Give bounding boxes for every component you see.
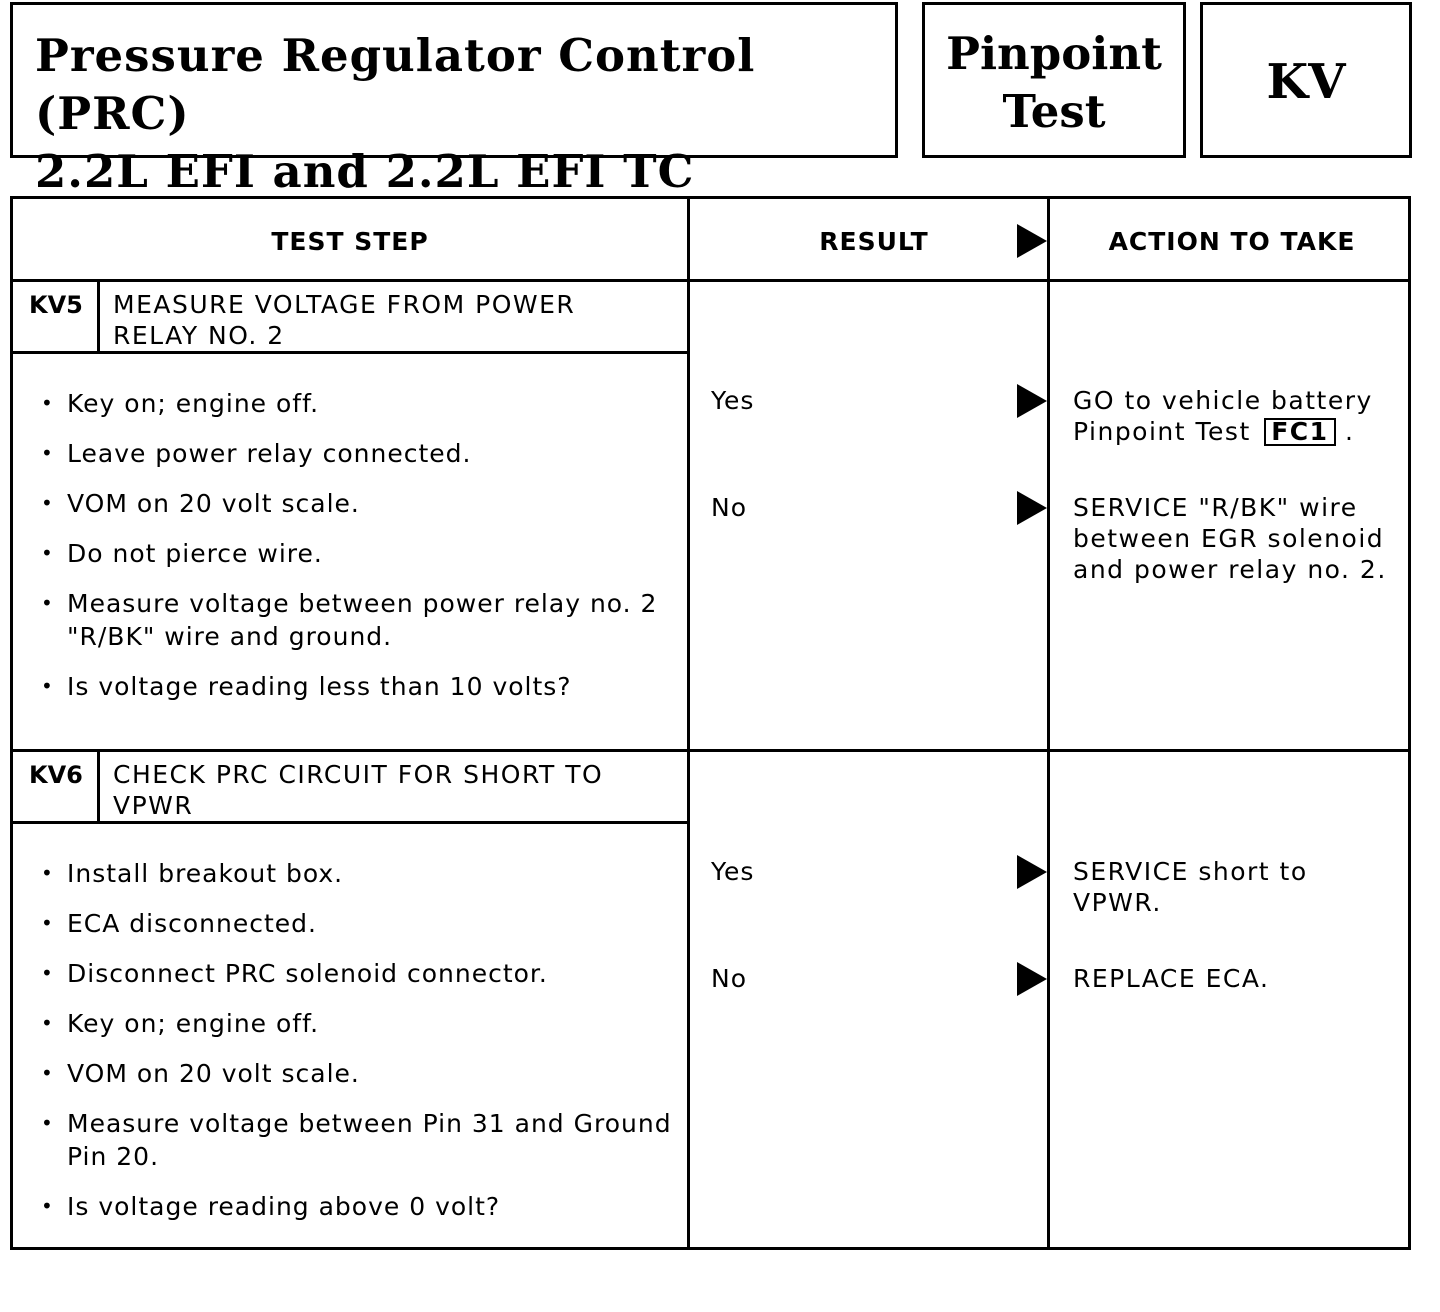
step-instructions <box>29 857 679 1240</box>
action-text-part: GO to vehicle battery Pinpoint Test <box>1073 386 1373 446</box>
list-item: • Do not pierce wire. <box>29 537 679 570</box>
step-instructions <box>29 387 679 720</box>
test-code: KV <box>1266 54 1346 110</box>
action-text: SERVICE short to VPWR. <box>1073 857 1308 917</box>
pinpoint-test-box <box>922 2 1186 158</box>
column-divider <box>1047 199 1050 1247</box>
list-item: • Install breakout box. <box>29 857 679 890</box>
pinpoint-line-1: Pinpoint <box>946 27 1162 80</box>
list-item: • Key on; engine off. <box>29 387 679 420</box>
pinpoint-line-2: Test <box>1002 85 1106 138</box>
arrow-icon <box>1017 491 1047 525</box>
step-title-divider <box>13 351 689 354</box>
step-title: MEASURE VOLTAGE FROM POWER RELAY NO. 2 <box>113 290 576 350</box>
arrow-icon <box>1017 962 1047 996</box>
list-item: • Key on; engine off. <box>29 1007 679 1040</box>
pinpoint-test-label <box>925 25 1183 141</box>
test-table <box>10 196 1411 1250</box>
column-divider <box>687 199 690 1247</box>
list-item: • Is voltage reading less than 10 volts? <box>29 670 679 703</box>
list-item: • Is voltage reading above 0 volt? <box>29 1190 679 1223</box>
title-box <box>10 2 898 198</box>
list-item: • Disconnect PRC solenoid connector. <box>29 957 679 990</box>
arrow-icon <box>1017 224 1047 258</box>
list-item: • ECA disconnected. <box>29 907 679 940</box>
step-title-divider <box>13 821 689 824</box>
column-header-action: ACTION TO TAKE <box>1108 227 1356 256</box>
step-title: CHECK PRC CIRCUIT FOR SHORT TO VPWR <box>113 760 604 820</box>
result-label: Yes <box>711 386 755 415</box>
arrow-icon <box>1017 855 1047 889</box>
step-id-divider <box>97 751 100 823</box>
action-suffix: . <box>1345 417 1355 446</box>
test-code-box <box>1200 2 1412 158</box>
action-text: SERVICE "R/BK" wire between EGR solenoid and power relay no. 2. <box>1073 493 1387 584</box>
arrow-icon <box>1017 384 1047 418</box>
title-line-2: 2.2L EFI and 2.2L EFI TC <box>35 145 695 198</box>
column-header-test-step: TEST STEP <box>271 227 429 256</box>
header-divider <box>13 279 1408 282</box>
list-item: • VOM on 20 volt scale. <box>29 487 679 520</box>
list-item: • Measure voltage between power relay no. 2 "R/BK" wire and ground. <box>29 587 679 653</box>
pinpoint-reference: FC1 <box>1264 418 1335 446</box>
result-label: No <box>711 493 747 522</box>
result-label: Yes <box>711 857 755 886</box>
step-id: KV5 <box>29 291 83 319</box>
list-item: • Measure voltage between Pin 31 and Ground Pin 20. <box>29 1107 679 1173</box>
page-title <box>35 27 895 201</box>
list-item: • Leave power relay connected. <box>29 437 679 470</box>
column-header-result: RESULT <box>819 227 929 256</box>
result-label: No <box>711 964 747 993</box>
step-id-divider <box>97 281 100 353</box>
step-id: KV6 <box>29 761 83 789</box>
list-item: • VOM on 20 volt scale. <box>29 1057 679 1090</box>
action-text <box>1073 385 1403 447</box>
title-line-1: Pressure Regulator Control (PRC) <box>35 29 756 140</box>
row-divider <box>13 749 1408 752</box>
action-text: REPLACE ECA. <box>1073 964 1270 993</box>
